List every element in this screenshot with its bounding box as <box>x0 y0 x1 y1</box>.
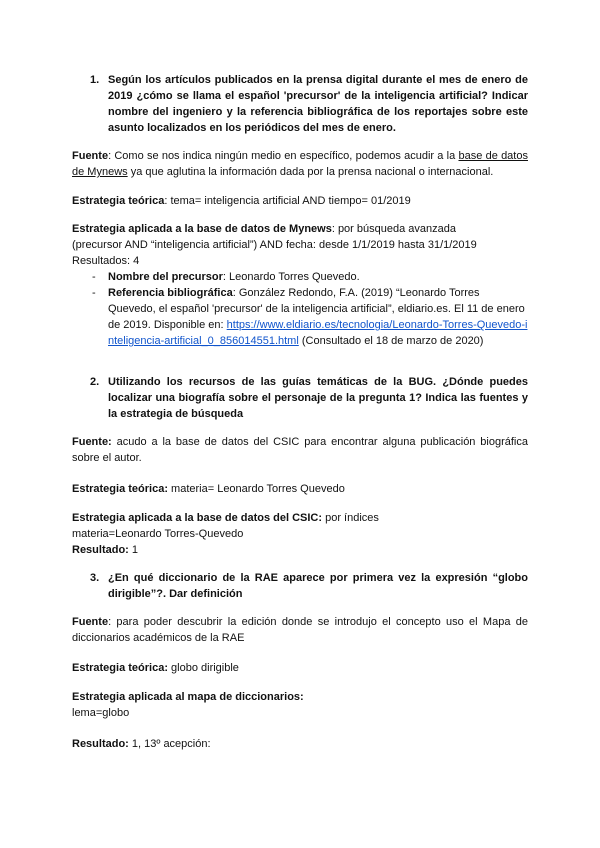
q2-fuente-label: Fuente: <box>72 436 112 448</box>
q2-aplicada-query: materia=Leonardo Torres-Quevedo <box>72 528 244 540</box>
q3-estrategia-aplicada <box>72 689 528 721</box>
q1-fuente-post: ya que aglutina la información dada por la prensa nacional o internacional. <box>127 166 494 178</box>
bullet-dash-icon: - <box>92 287 96 299</box>
q3-resultado-text: 1, 13º acepción: <box>128 738 211 750</box>
q3-teorica-text: globo dirigible <box>167 662 239 674</box>
question-3-number: 3. <box>90 572 100 584</box>
q1-b2-label: Referencia bibliográfica <box>108 287 233 299</box>
q1-estrategia-aplicada <box>72 221 528 269</box>
q1-eldiario-link[interactable]: https://www.eldiario.es/tecnologia/Leonardo-Torres-Quevedo-inteligencia-artificial_0_856014551.html <box>108 319 528 347</box>
q3-fuente-text: : para poder descubrir la edición donde se introdujo el concepto uso el Mapa de diccionarios académicos de la RAE <box>72 616 528 644</box>
q1-mynews-link[interactable]: base de datos de Mynews <box>72 150 528 178</box>
q1-teorica-label: Estrategia teórica <box>72 195 165 207</box>
q3-estrategia-teorica <box>72 660 528 676</box>
q1-estrategia-teorica <box>72 193 528 209</box>
q1-fuente-paragraph <box>72 148 528 180</box>
q3-fuente-label: Fuente <box>72 616 109 628</box>
q1-b2-post: (Consultado el 18 de marzo de 2020) <box>298 335 484 347</box>
q2-resultado-label: Resultado: <box>72 544 129 556</box>
q2-aplicada-label: Estrategia aplicada a la base de datos del CSIC: <box>72 512 323 524</box>
q1-fuente-pre: : Como se nos indica ningún medio en específico, podemos acudir a la <box>108 150 459 162</box>
bullet-dash-icon: - <box>92 271 96 283</box>
q1-bullet-referencia <box>108 285 528 349</box>
q1-b2-text: : González Redondo, F.A. (2019) “Leonardo Torres Quevedo, el español 'precursor' de la inteligencia artificial”, eldiario.es. El 11 de enero de 2019. Disponible en: <box>108 287 525 331</box>
q3-aplicada-label: Estrategia aplicada al mapa de diccionarios: <box>72 691 304 703</box>
question-3-text: ¿En qué diccionario de la RAE aparece por primera vez la expresión “globo dirigible”?. Dar definición <box>108 572 528 600</box>
q3-teorica-label: Estrategia teórica: <box>72 662 168 674</box>
q3-aplicada-query: lema=globo <box>72 707 130 719</box>
q2-fuente-paragraph <box>72 434 528 466</box>
q3-fuente-paragraph <box>72 614 528 646</box>
q1-aplicada-text: : por búsqueda avanzada <box>331 223 456 235</box>
q3-resultado <box>72 736 528 752</box>
q2-fuente-text: acudo a la base de datos del CSIC para encontrar alguna publicación biográfica sobre el autor. <box>72 436 528 464</box>
question-1-text: Según los artículos publicados en la prensa digital durante el mes de enero de 2019 ¿cómo se llama el español 'precursor' de la inteligencia artificial? Indicar nombre del ingeniero y la referencia bibliográfica de los reportajes sobre este asunto localizados en los periódicos del mes de enero. <box>108 74 528 134</box>
q1-b1-text: : Leonardo Torres Quevedo. <box>222 271 360 283</box>
q2-teorica-label: Estrategia teórica: <box>72 483 168 495</box>
q1-bullet-nombre <box>108 269 528 285</box>
q1-aplicada-label: Estrategia aplicada a la base de datos de Mynews <box>72 223 332 235</box>
q2-resultado-text: 1 <box>128 544 139 556</box>
q1-fuente-label: Fuente <box>72 150 109 162</box>
q3-resultado-label: Resultado: <box>72 738 129 750</box>
q1-aplicada-query: (precursor AND “inteligencia artificial”) AND fecha: desde 1/1/2019 hasta 31/1/2019 <box>72 239 477 251</box>
q2-estrategia-teorica <box>72 481 528 497</box>
q1-b1-label: Nombre del precursor <box>108 271 223 283</box>
q2-teorica-text: materia= Leonardo Torres Quevedo <box>167 483 345 495</box>
q2-aplicada-text: por índices <box>322 512 379 524</box>
q1-resultados: Resultados: 4 <box>72 255 140 267</box>
question-2-number: 2. <box>90 376 100 388</box>
q1-teorica-text: : tema= inteligencia artificial AND tiempo= 01/2019 <box>164 195 411 207</box>
question-1-number: 1. <box>90 74 100 86</box>
q2-estrategia-aplicada <box>72 510 528 558</box>
question-2-text: Utilizando los recursos de las guías temáticas de la BUG. ¿Dónde puedes localizar una biografía sobre el personaje de la pregunta 1? Indica las fuentes y la estrategia de búsqueda <box>108 376 528 420</box>
